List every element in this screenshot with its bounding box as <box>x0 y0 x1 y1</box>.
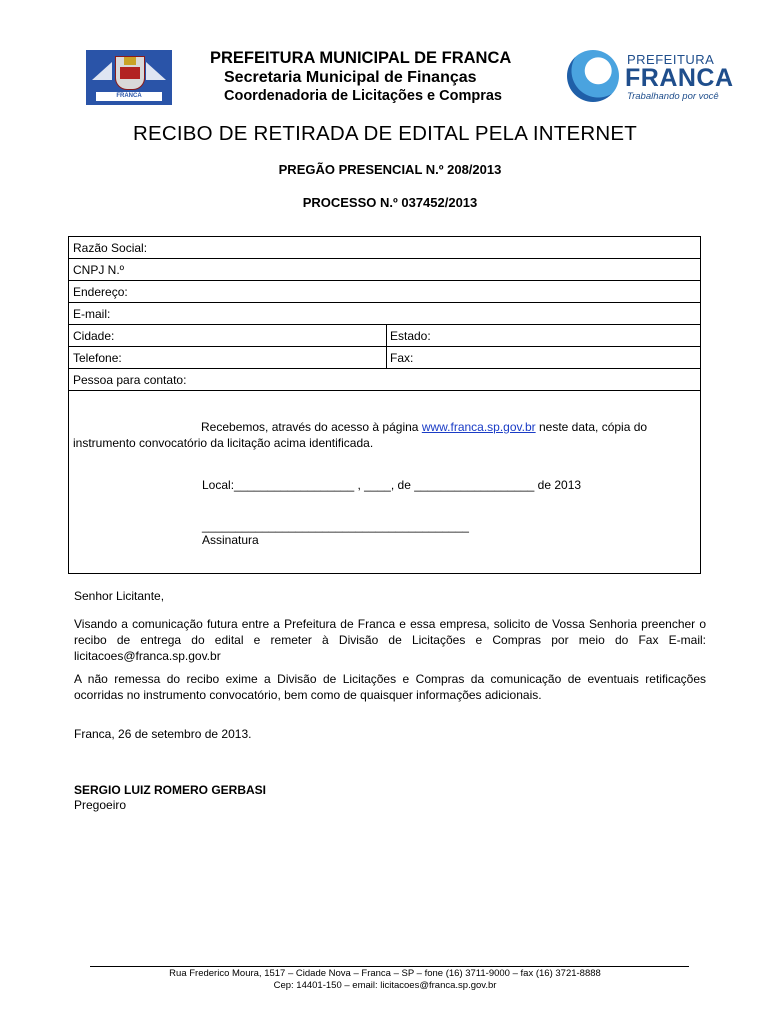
cidade-label: Cidade: <box>73 329 115 343</box>
header-line-3: Coordenadoria de Licitações e Compras <box>224 88 502 104</box>
flag-wing-right <box>146 62 166 80</box>
date-line: Franca, 26 de setembro de 2013. <box>74 727 252 741</box>
fax-label: Fax: <box>390 351 414 365</box>
logo-circle-icon <box>567 50 619 102</box>
signature-label: Assinatura <box>202 533 259 547</box>
logo-top-text: PREFEITURA <box>627 52 715 67</box>
telefone-fax-row <box>69 347 700 369</box>
cnpj-label: CNPJ N.º <box>73 263 125 277</box>
footer-divider <box>90 966 689 967</box>
header-line-1: PREFEITURA MUNICIPAL DE FRANCA <box>210 49 512 67</box>
signer-name: SERGIO LUIZ ROMERO GERBASI <box>74 783 267 797</box>
endereco-label: Endereço: <box>73 285 128 299</box>
email-label: E-mail: <box>73 307 111 321</box>
pregao-number: PREGÃO PRESENCIAL N.º 208/2013 <box>278 162 502 177</box>
endereco-field[interactable] <box>69 281 700 303</box>
header-line-2: Secretaria Municipal de Finanças <box>224 69 477 86</box>
contato-field[interactable] <box>69 369 700 391</box>
receipt-text-1: Recebemos, através do acesso à página <box>201 420 419 434</box>
email-field[interactable] <box>69 303 700 325</box>
receipt-text-2: neste data, cópia do <box>538 420 648 434</box>
footer-address: Rua Frederico Moura, 1517 – Cidade Nova – Franca – SP – fone (16) 3711-9000 – fax (16) 3721-8888 <box>169 968 601 979</box>
paragraph-notice: A não remessa do recibo exime a Divisão de Licitações e Compras da comunicação de eventuais retificações ocorridas no instrumento convocatório, bem como de quaisquer informações adicionais. <box>74 672 706 702</box>
footer-contact: Cep: 14401-150 – email: licitacoes@franca.sp.gov.br <box>273 980 497 991</box>
local-date-line[interactable]: Local:__________________ , ____, de __________________ de 2013 <box>202 478 582 492</box>
estado-label: Estado: <box>390 329 431 343</box>
logo-tagline: Trabalhando por você <box>627 91 719 102</box>
contato-label: Pessoa para contato: <box>73 373 187 387</box>
column-divider <box>386 325 387 369</box>
receipt-form <box>68 236 701 574</box>
flag-wing-left <box>92 62 112 80</box>
franca-website-link[interactable]: www.franca.sp.gov.br <box>421 420 536 434</box>
cnpj-field[interactable] <box>69 259 700 281</box>
logo-name-text: FRANCA <box>625 64 734 92</box>
razao-social-label: Razão Social: <box>73 241 148 255</box>
processo-number: PROCESSO N.º 037452/2013 <box>302 195 478 210</box>
razao-social-field[interactable] <box>69 237 700 259</box>
receipt-statement <box>73 419 698 451</box>
document-title: RECIBO DE RETIRADA DE EDITAL PELA INTERNET <box>133 122 637 145</box>
signature-line: ________________________________________ <box>202 519 469 533</box>
flag-banner: FRANCA <box>96 92 162 101</box>
city-flag-logo <box>86 50 172 105</box>
cidade-estado-row <box>69 325 700 347</box>
paragraph-communication: Visando a comunicação futura entre a Prefeitura de Franca e essa empresa, solicito de Vossa Senhoria preencher o recibo de entrega do edital e remeter à Divisão de Licitações e Compras por meio do Fax E-mail: licitacoes@franca.sp.gov.br <box>74 617 706 663</box>
telefone-label: Telefone: <box>73 351 122 365</box>
signer-role: Pregoeiro <box>74 798 127 812</box>
coat-of-arms-icon <box>115 56 145 90</box>
prefeitura-franca-logo <box>567 48 734 106</box>
receipt-text-3: instrumento convocatório da licitação acima identificada. <box>73 436 374 450</box>
salutation: Senhor Licitante, <box>74 589 165 603</box>
